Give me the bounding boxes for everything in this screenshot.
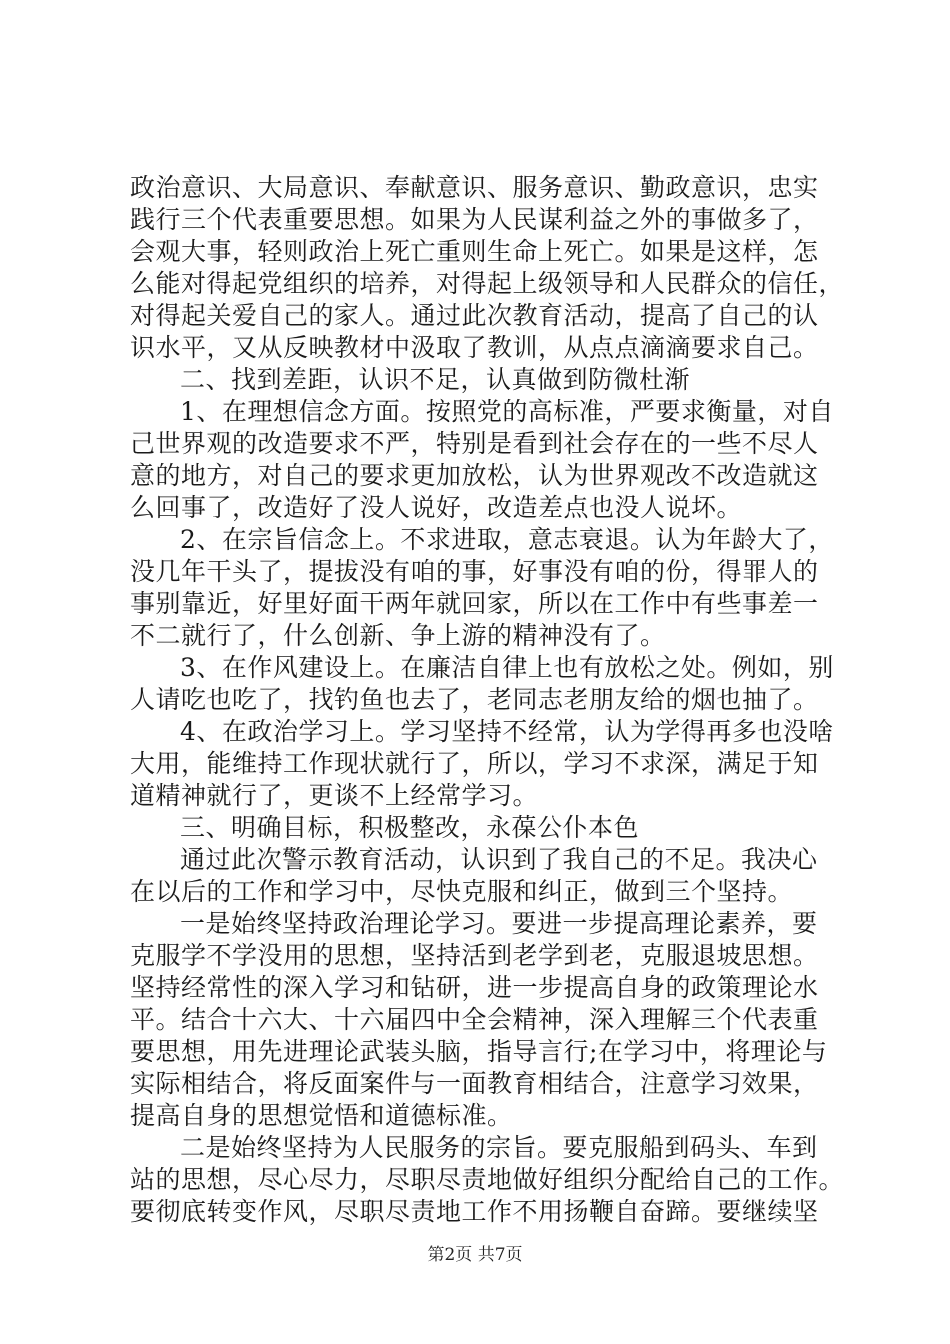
body-line: 没几年干头了，提拔没有咱的事，好事没有咱的份，得罪人的 <box>130 557 819 586</box>
body-line: 道精神就行了，更谈不上经常学习。 <box>130 781 539 810</box>
body-line: 3、在作风建设上。在廉洁自律上也有放松之处。例如，别 <box>180 653 834 682</box>
body-line: 站的思想，尽心尽力，尽职尽责地做好组织分配给自己的工作。 <box>130 1165 845 1194</box>
body-line: 一是始终坚持政治理论学习。要进一步提高理论素养，要 <box>180 909 818 938</box>
body-line: 克服学不学没用的思想，坚持活到老学到老，克服退坡思想。 <box>130 941 819 970</box>
body-line: 么回事了，改造好了没人说好，改造差点也没人说坏。 <box>130 493 743 522</box>
body-line: 会观大事，轻则政治上死亡重则生命上死亡。如果是这样，怎 <box>130 237 819 266</box>
body-line: 1、在理想信念方面。按照党的高标准，严要求衡量，对自 <box>180 397 834 426</box>
body-line: 践行三个代表重要思想。如果为人民谋利益之外的事做多了， <box>130 205 819 234</box>
body-line: 4、在政治学习上。学习坚持不经常，认为学得再多也没啥 <box>180 717 834 746</box>
body-line: 意的地方，对自己的要求更加放松，认为世界观改不改造就这 <box>130 461 819 490</box>
body-line: 实际相结合，将反面案件与一面教育相结合，注意学习效果， <box>130 1069 819 1098</box>
body-line: 大用，能维持工作现状就行了，所以，学习不求深，满足于知 <box>130 749 819 778</box>
body-line: 人请吃也吃了，找钓鱼也去了，老同志老朋友给的烟也抽了。 <box>130 685 819 714</box>
section-heading: 三、明确目标，积极整改，永葆公仆本色 <box>180 813 640 842</box>
body-line: 2、在宗旨信念上。不求进取，意志衰退。认为年龄大了， <box>180 525 834 554</box>
body-line: 要彻底转变作风，尽职尽责地工作不用扬鞭自奋蹄。要继续坚 <box>130 1197 819 1226</box>
body-line: 不二就行了，什么创新、争上游的精神没有了。 <box>130 621 666 650</box>
body-line: 么能对得起党组织的培养，对得起上级领导和人民群众的信任， <box>130 269 845 298</box>
body-line: 二是始终坚持为人民服务的宗旨。要克服船到码头、车到 <box>180 1133 818 1162</box>
body-line: 对得起关爱自己的家人。通过此次教育活动，提高了自己的认 <box>130 301 819 330</box>
body-line: 识水平，又从反映教材中汲取了教训，从点点滴滴要求自己。 <box>130 333 819 362</box>
body-line: 要思想，用先进理论武装头脑，指导言行;在学习中，将理论与 <box>130 1037 828 1066</box>
section-heading: 二、找到差距，认识不足，认真做到防微杜渐 <box>180 365 691 394</box>
body-line: 己世界观的改造要求不严，特别是看到社会存在的一些不尽人 <box>130 429 819 458</box>
body-line: 通过此次警示教育活动，认识到了我自己的不足。我决心 <box>180 845 818 874</box>
body-line: 提高自身的思想觉悟和道德标准。 <box>130 1101 513 1130</box>
body-line: 平。结合十六大、十六届四中全会精神，深入理解三个代表重 <box>130 1005 819 1034</box>
body-line: 事别靠近，好里好面干两年就回家，所以在工作中有些事差一 <box>130 589 819 618</box>
body-line: 坚持经常性的深入学习和钻研，进一步提高自身的政策理论水 <box>130 973 819 1002</box>
body-line: 在以后的工作和学习中，尽快克服和纠正，做到三个坚持。 <box>130 877 794 906</box>
body-line: 政治意识、大局意识、奉献意识、服务意识、勤政意识，忠实 <box>130 173 819 202</box>
page-number-footer: 第2页 共7页 <box>427 1245 523 1265</box>
